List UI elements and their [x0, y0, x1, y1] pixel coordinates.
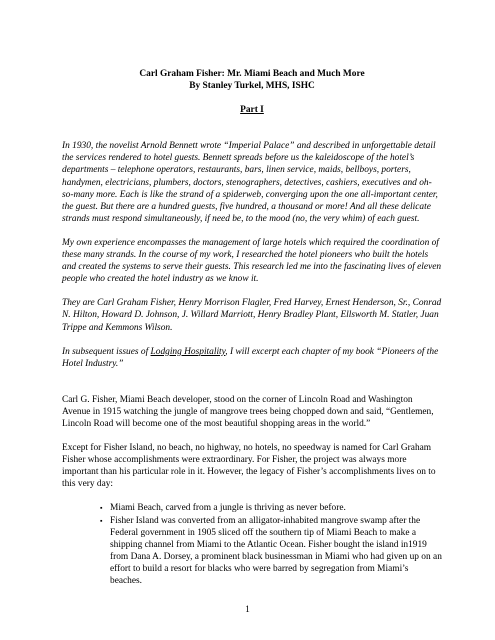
document-content — [62, 68, 442, 587]
publication-link[interactable]: Lodging Hospitality — [150, 346, 226, 357]
page-number: 1 — [245, 605, 250, 615]
document-title: Carl Graham Fisher: Mr. Miami Beach and Much More — [139, 69, 365, 79]
intro-paragraph-4 — [62, 346, 442, 370]
intro-paragraph-4-before: In subsequent issues of — [62, 346, 151, 357]
legacy-bullet-list — [62, 502, 442, 587]
list-item-text: Fisher Island was converted from an alligator-inhabited mangrove swamp after the Federal government in 1905 sliced off the southern tip of Miami Beach to make a shipping channel from Miami to the Atlantic Ocean. Fisher bought the island in1919 from Dana A. Dorsey, a prominent black businessman in Miami who had given up on an effort to build a resort for blacks who were barred by segregation from Miami’s beaches. — [110, 515, 442, 586]
square-bullet-icon: ▪ — [100, 504, 103, 513]
body-paragraph-2: Except for Fisher Island, no beach, no highway, no hotels, no speedway is named for Carl Graham Fisher whose accomplishments were extraordinary. For Fisher, the project was always more important than his particular role in it. However, the legacy of Fisher’s accomplishments lives on to this very day: — [62, 443, 436, 490]
intro-paragraph-1: In 1930, the novelist Arnold Bennett wrote “Imperial Palace” and described in unforgettable detail the services rendered to hotel guests. Bennett spreads before us the kaleidoscope of the hotel’s departments – telephone operators, restaurants, bars, linen service, maids, bellboys, porters, handymen, electricians, plumbers, doctors, stenographers, detectives, cashiers, executives and oh-so-many more. Each is like the strand of a spiderweb, converging upon the one all-important center, the guest. But there are a hundred guests, five hundred, a thousand or more! And all these delicate strands must respond simultaneously, if need be, to the mood (no, the very whim) of each guest. — [62, 141, 438, 224]
list-item — [100, 502, 442, 514]
square-bullet-icon: ▪ — [100, 516, 103, 525]
list-item — [100, 515, 442, 588]
list-item-text: Miami Beach, carved from a jungle is thriving as never before. — [110, 503, 346, 514]
intro-paragraph-3: They are Carl Graham Fisher, Henry Morrison Flagler, Fred Harvey, Ernest Henderson, Sr., Conrad N. Hilton, Howard D. Johnson, J. Willard Marriott, Henry Bradley Plant, Ellsworth M. Statler, Juan Trippe and Kemmons Wilson. — [62, 298, 442, 333]
document-byline: By Stanley Turkel, MHS, ISHC — [189, 81, 315, 92]
intro-paragraph-4-after: , I will excerpt each chapter of my book “Pioneers of the Hotel Industry.” — [62, 346, 439, 369]
intro-paragraph-2: My own experience encompasses the management of large hotels which required the coordination of these many strands. In the course of my work, I researched the hotel pioneers who built the hotels and created the systems to serve their guests. This research led me into the fascinating lives of eleven people who created the hotel industry as we know it. — [62, 237, 442, 285]
part-heading: Part I — [240, 105, 264, 116]
body-paragraph-1: Carl G. Fisher, Miami Beach developer, stood on the corner of Lincoln Road and Washington Avenue in 1915 watching the jungle of mangrove trees being chopped down and said, “Gentlemen, Lincoln Road will become one of the most beautiful shopping areas in the world.” — [62, 394, 434, 429]
